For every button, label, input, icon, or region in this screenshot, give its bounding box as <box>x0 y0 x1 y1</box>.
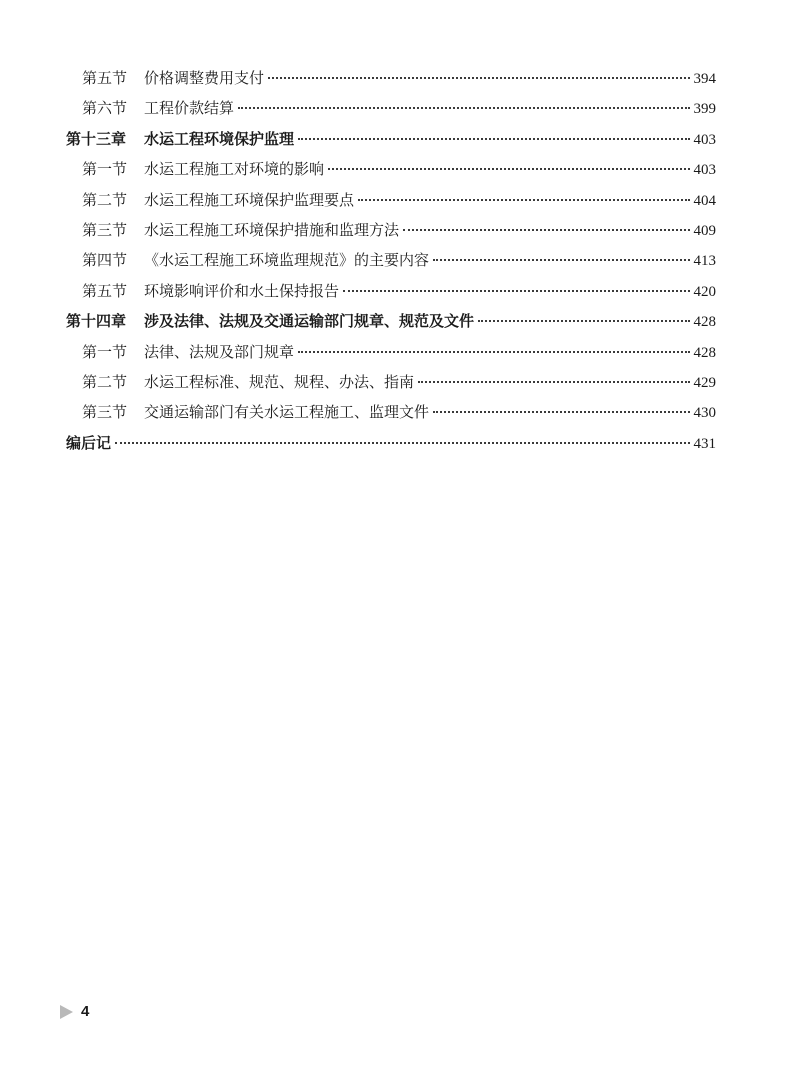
dot-leader <box>115 442 689 444</box>
toc-entry-page: 429 <box>693 374 716 391</box>
toc-entry-label: 第二节 <box>82 372 128 391</box>
toc-entry[interactable] <box>66 185 716 215</box>
toc-entry-label: 第十三章 <box>66 129 127 148</box>
toc-entry-page: 420 <box>693 283 716 300</box>
toc-afterword-entry[interactable] <box>66 428 716 458</box>
toc-entry[interactable] <box>66 367 716 397</box>
toc-entry[interactable] <box>66 276 716 306</box>
toc-entry-label: 第一节 <box>82 160 128 179</box>
toc-entry[interactable] <box>66 337 716 367</box>
toc-entry-label: 第六节 <box>82 99 128 118</box>
dot-leader <box>343 290 689 292</box>
toc-entry-label: 第三节 <box>82 403 128 422</box>
dot-leader <box>433 259 689 261</box>
toc-entry-title: 水运工程标准、规范、规程、办法、指南 <box>144 372 415 391</box>
dot-leader <box>238 107 689 109</box>
dot-leader <box>433 411 689 413</box>
dot-leader <box>418 381 689 383</box>
dot-leader <box>328 168 689 170</box>
toc-entry-page: 428 <box>693 344 716 361</box>
toc-entry-label: 第四节 <box>82 251 128 270</box>
page-number: 4 <box>81 1003 90 1020</box>
toc-entry[interactable] <box>66 93 716 123</box>
toc-entry-title: 水运工程施工对环境的影响 <box>144 160 325 179</box>
toc-entry-label: 第五节 <box>82 281 128 300</box>
dot-leader <box>358 199 689 201</box>
toc-entry-title: 编后记 <box>66 433 112 452</box>
dot-leader <box>268 77 689 79</box>
toc-entry-page: 428 <box>693 314 716 331</box>
dot-leader <box>478 320 689 322</box>
toc-entry-label: 第一节 <box>82 342 128 361</box>
toc-entry-page: 413 <box>693 253 716 270</box>
toc-entry-title: 交通运输部门有关水运工程施工、监理文件 <box>144 403 430 422</box>
toc-entry-label: 第二节 <box>82 190 128 209</box>
toc-entry-label: 第五节 <box>82 69 128 87</box>
toc-entry-title: 法律、法规及部门规章 <box>144 342 295 361</box>
toc-entry-page: 403 <box>693 162 716 179</box>
toc-entry-page: 431 <box>693 435 716 452</box>
page-footer <box>60 1003 89 1020</box>
toc-entry[interactable] <box>66 63 716 93</box>
dot-leader <box>403 229 689 231</box>
toc-entry-title: 涉及法律、法规及交通运输部门规章、规范及文件 <box>144 312 475 331</box>
toc-entry-page: 403 <box>693 131 716 148</box>
toc-entry-title: 水运工程施工环境保护措施和监理方法 <box>144 220 400 239</box>
toc-entry-title: 工程价款结算 <box>144 99 235 118</box>
toc-entry-page: 404 <box>693 192 716 209</box>
toc-entry[interactable] <box>66 245 716 275</box>
toc-entry-title: 水运工程环境保护监理 <box>144 129 295 148</box>
toc-entry[interactable] <box>66 215 716 245</box>
toc-entry-page: 430 <box>693 405 716 422</box>
toc-entry-title: 水运工程施工环境保护监理要点 <box>144 190 355 209</box>
toc-chapter-entry[interactable] <box>66 306 716 336</box>
toc-entry[interactable] <box>66 397 716 427</box>
dot-leader <box>298 351 689 353</box>
toc-entry-title: 环境影响评价和水土保持报告 <box>144 281 340 300</box>
toc-entry-page: 399 <box>693 101 716 118</box>
dot-leader <box>298 138 689 140</box>
toc-entry-label: 第三节 <box>82 220 128 239</box>
toc-chapter-entry[interactable] <box>66 124 716 154</box>
toc-entry[interactable] <box>66 154 716 184</box>
table-of-contents <box>66 63 716 458</box>
toc-entry-title: 价格调整费用支付 <box>144 69 265 87</box>
toc-entry-page: 409 <box>693 222 716 239</box>
toc-entry-label: 第十四章 <box>66 312 127 331</box>
toc-entry-title: 《水运工程施工环境监理规范》的主要内容 <box>144 251 430 270</box>
chevron-right-icon <box>60 1005 73 1019</box>
toc-entry-page: 394 <box>693 71 716 87</box>
